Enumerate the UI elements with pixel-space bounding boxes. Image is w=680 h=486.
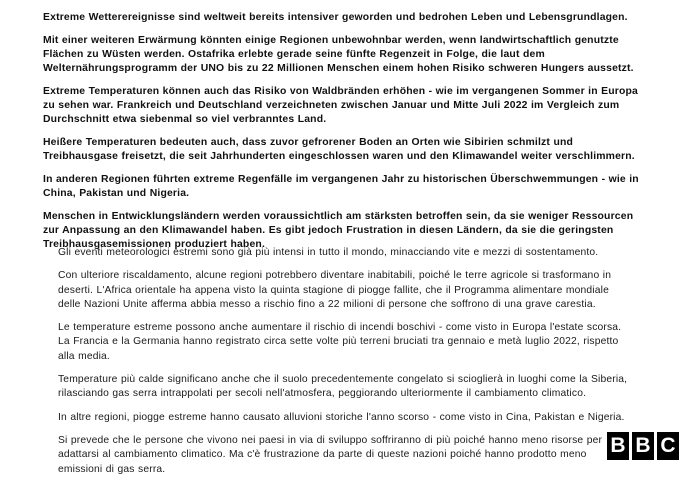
italian-paragraph: Si prevede che le persone che vivono nei paesi in via di sviluppo soffriranno di più poiché hanno meno risorse per adattarsi al cambiamento climatico. Ma c'è frustrazione da parte di queste nazioni poiché hanno prodotto meno emissioni di gas serra.: [58, 434, 603, 475]
german-paragraph: Extreme Wetterereignisse sind weltweit bereits intensiver geworden und bedrohen Leben und Lebensgrundlagen.: [43, 12, 628, 23]
italian-paragraph: In altre regioni, piogge estreme hanno causato alluvioni storiche l'anno scorso - come visto in Cina, Pakistan e Nigeria.: [58, 411, 625, 423]
bbc-logo: [607, 432, 679, 460]
german-paragraph: Mit einer weiteren Erwärmung könnten einige Regionen unbewohnbar werden, wenn landwirtschaftlich genutzte Flächen zu Wüsten werden. Ostafrika erlebte gerade seine fünfte Regenzeit in Folge, die laut dem Welternährungsprogramm der UNO bis zu 22 Millionen Menschen einem hohen Risiko schweren Hungers aussetzt.: [43, 34, 634, 75]
german-paragraph: Heißere Temperaturen bedeuten auch, dass zuvor gefrorener Boden an Orten wie Sibirien schmilzt und Treibhausgase freisetzt, die seit Jahrhunderten eingeschlossen waren und den Klimawandel weiter verschlimmern.: [43, 136, 635, 163]
italian-paragraph: Le temperature estreme possono anche aumentare il rischio di incendi boschivi - come visto in Europa l'estate scorsa. La Francia e la Germania hanno registrato circa sette volte più terreni bruciati tra gennaio e metà luglio 2022, rispetto alla media.: [58, 322, 622, 362]
bbc-logo-letter: B: [632, 432, 654, 460]
italian-paragraph: Con ulteriore riscaldamento, alcune regioni potrebbero diventare inabitabili, poiché le terre agricole si trasformano in deserti. L'Africa orientale ha appena visto la quinta stagione di piogge fallite, che il Programma alimentare mondiale delle Nazioni Unite afferma abbia messo a rischio fino a 22 milioni di persone che soffrono di una grave carestia.: [58, 270, 612, 310]
german-paragraph: In anderen Regionen führten extreme Regenfälle im vergangenen Jahr zu historischen Überschwemmungen - wie in China, Pakistan und Nigeria.: [43, 173, 639, 200]
italian-paragraph: Temperature più calde significano anche che il suolo precedentemente congelato si scioglierà in luoghi come la Siberia, rilasciando gas serra intrappolati per secoli nell'atmosfera, peggiorando ulteriormente il cambiamento climatico.: [58, 374, 628, 400]
italian-paragraph: Gli eventi meteorologici estremi sono già più intensi in tutto il mondo, minacciando vite e mezzi di sostentamento.: [58, 247, 599, 258]
bbc-logo-letter: C: [657, 432, 679, 460]
german-paragraph: Menschen in Entwicklungsländern werden voraussichtlich am stärksten betroffen sein, da sie weniger Ressourcen zur Anpassung an den Klimawandel haben. Es gibt jedoch Frustration in diesen Ländern, da sie die geringsten Treibhausgasemissionen produziert haben.: [43, 210, 634, 251]
italian-text-block: [58, 246, 633, 486]
german-paragraph: Extreme Temperaturen können auch das Risiko von Waldbränden erhöhen - wie im vergangenen Sommer in Europa zu sehen war. Frankreich und Deutschland verzeichneten zwischen Januar und Mitte Juli 2022 im Vergleich zum Durchschnitt etwa siebenmal so viel verbranntes Land.: [43, 85, 639, 126]
bbc-logo-letter: B: [607, 432, 629, 460]
german-text-block: [43, 11, 647, 261]
